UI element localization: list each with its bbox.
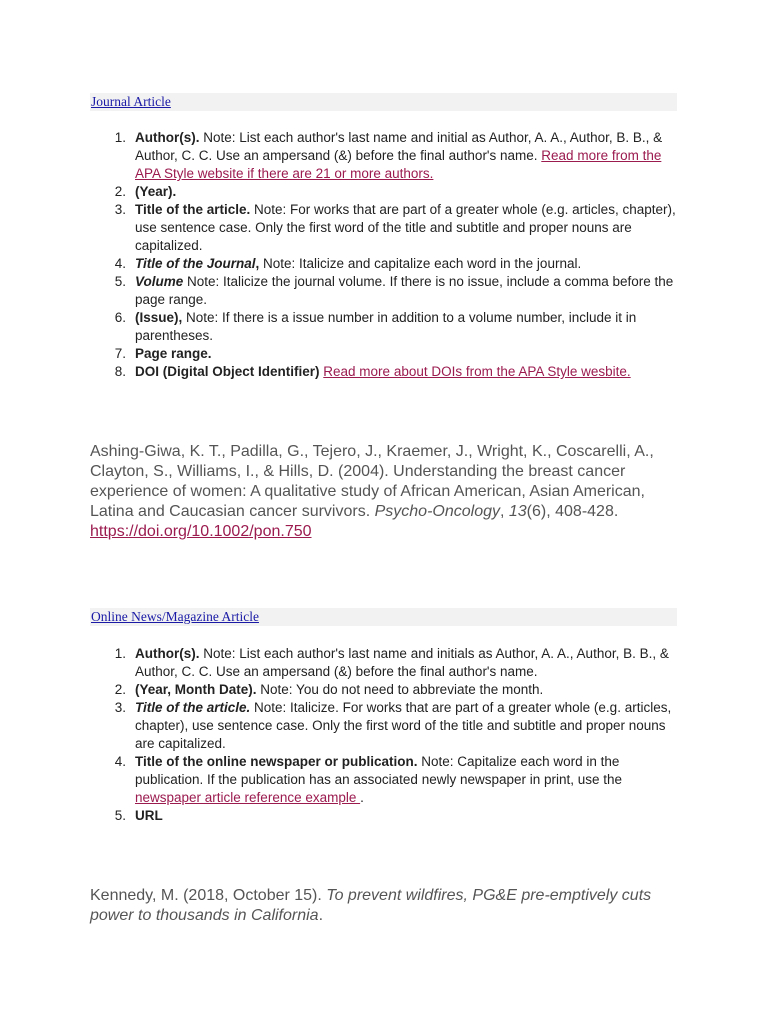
list-item [0,645,677,681]
item-note: Note: If there is a issue number in addition to a volume number, include it in parentheses. [135,310,637,343]
news-section-header [90,608,677,626]
item-number: 2. [114,184,126,199]
journal-article-link[interactable]: Journal Article [91,94,171,109]
reference-pages: (6), 408-428. [526,503,619,520]
reference-title: To prevent wildfires, PG&E pre-emptively cuts power to thousands in California [90,887,652,924]
item-number: 3. [114,700,126,715]
list-item [0,201,677,255]
item-term: Author(s). [135,646,200,661]
list-item [0,699,677,753]
item-note-end: . [360,790,364,805]
apa-21-authors-link[interactable]: Read more from the APA Style website if there are 21 or more authors. [135,148,662,181]
item-term: Author(s). [135,130,200,145]
item-note: Note: For works that are part of a greater whole (e.g. articles, chapter), use sentence case. Only the first word of the title and subtitle and proper nouns are capitalized. [135,202,676,253]
item-note: Note: Italicize the journal volume. If there is no issue, include a comma before the page range. [135,274,674,307]
reference-end: . [318,907,324,924]
journal-section-header [90,93,677,111]
apa-doi-link[interactable]: Read more about DOIs from the APA Style wesbite. [323,364,631,379]
item-number: 5. [114,274,126,289]
item-term: Page range. [135,346,212,361]
item-term: Volume [135,274,184,289]
newspaper-example-link[interactable]: newspaper article reference example [135,790,361,805]
item-note: Note: Italicize and capitalize each word in the journal. [259,256,582,271]
list-item [0,753,677,807]
list-item [0,309,677,345]
journal-reference-example [90,442,690,542]
item-note: Note: Italicize. For works that are part of a greater whole (e.g. articles, chapter), use sentence case. Only the first word of the title and subtitle and proper nouns are capitalized. [135,700,672,751]
item-number: 4. [114,256,126,271]
item-term-comma: , [255,256,260,271]
reference-text: Kennedy, M. (2018, October 15). [90,887,327,904]
item-term: (Issue), [135,310,183,325]
item-term: Title of the article. [135,700,251,715]
item-number: 8. [114,364,126,379]
list-item [0,363,677,381]
list-item [0,183,677,201]
reference-doi-link[interactable]: https://doi.org/10.1002/pon.750 [90,523,312,540]
list-item [0,255,677,273]
list-item [0,681,677,699]
list-item [0,807,677,825]
reference-separator: , [499,503,509,520]
item-number: 2. [114,682,126,697]
list-item [0,345,677,363]
reference-volume: 13 [508,503,527,520]
list-item [0,129,677,183]
item-term: Title of the Journal [135,256,256,271]
item-term: (Year, Month Date). [135,682,257,697]
item-note: Note: List each author's last name and initials as Author, A. A., Author, B. B., & Author, C. C. Use an ampersand (&) before the final author's name. [135,646,669,679]
reference-journal: Psycho-Oncology [374,503,500,520]
item-term: DOI (Digital Object Identifier) [135,364,320,379]
item-number: 1. [114,130,126,145]
item-number: 1. [114,646,126,661]
item-term: Title of the online newspaper or publication. [135,754,418,769]
reference-text: Ashing-Giwa, K. T., Padilla, G., Tejero, J., Kraemer, J., Wright, K., Coscarelli, A., Clayton, S., Williams, I., & Hills, D. (2004). Understanding the breast cancer experience of women: A qualitative study of African American, Asian American, Latina and Caucasian cancer survivors. [90,443,654,520]
news-article-link[interactable]: Online News/Magazine Article [91,609,259,624]
item-number: 3. [114,202,126,217]
item-term: URL [135,808,163,823]
item-term: (Year). [135,184,177,199]
item-note: Note: Capitalize each word in the publication. If the publication has an associated newly newspaper in print, use the [135,754,623,787]
news-reference-example [90,886,690,926]
item-note: Note: You do not need to abbreviate the month. [256,682,544,697]
news-steps-list [0,645,677,825]
item-number: 6. [114,310,126,325]
item-term: Title of the article. [135,202,251,217]
item-number: 7. [114,346,126,361]
item-number: 4. [114,754,126,769]
journal-steps-list [0,129,677,381]
item-note: Note: List each author's last name and initial as Author, A. A., Author, B. B., & Author, C. C. Use an ampersand (&) before the final author's name. [135,130,663,163]
list-item [0,273,677,309]
item-number: 5. [114,808,126,823]
